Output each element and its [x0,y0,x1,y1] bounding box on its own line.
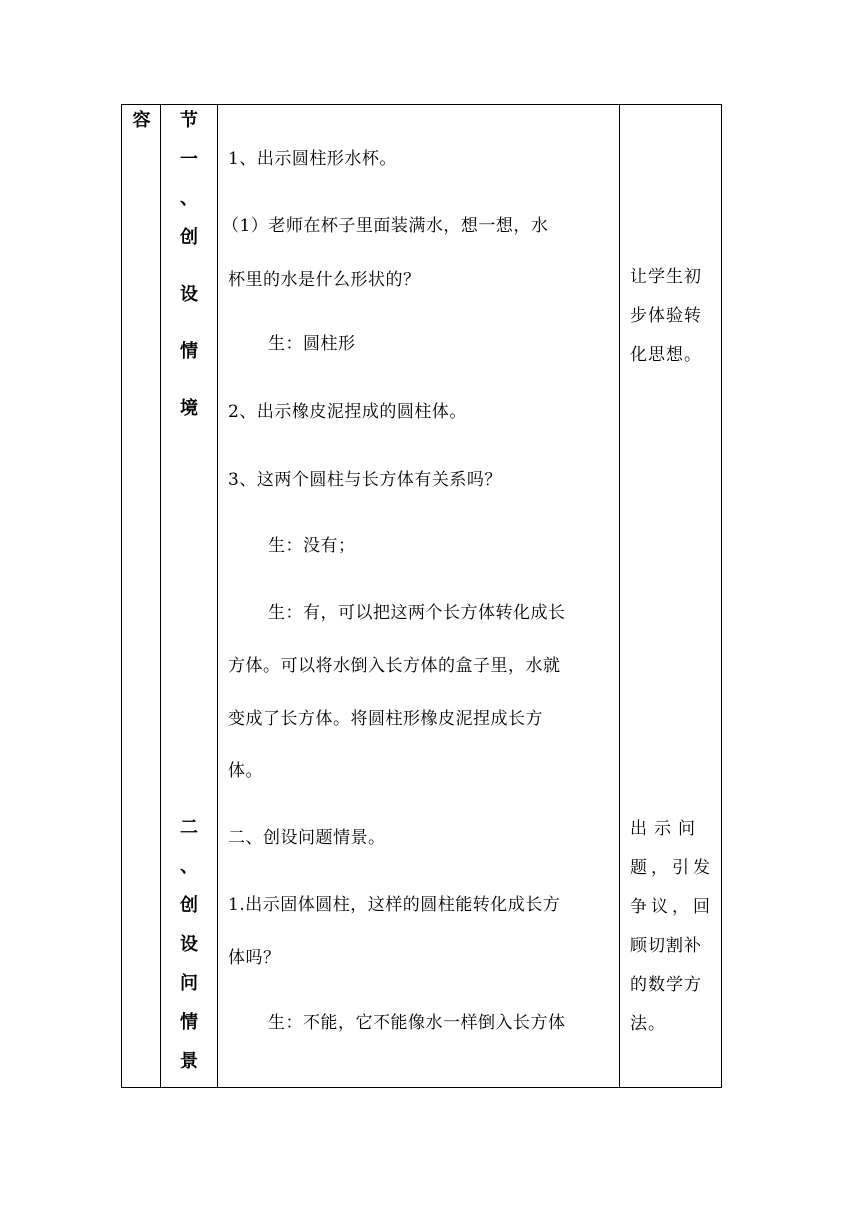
content-line: 2、出示橡皮泥捏成的圆柱体。 [228,402,467,422]
title-char: 一 [180,149,198,170]
content-line: 体吗？ [228,948,281,968]
note-line: 顾切割补 [630,936,702,956]
content-line: （1）老师在杯子里面装满水，想一想，水 [222,216,549,236]
section-1-title [161,110,217,437]
title-char: 创 [180,895,198,916]
content-line: 生：没有； [268,536,356,556]
lesson-table [121,104,722,1088]
content-line: 方体。可以将水倒入长方体的盒子里，水就 [228,656,561,676]
section-2-title [161,817,217,1090]
note-line: 化思想。 [630,345,702,365]
title-char: 景 [180,1051,198,1072]
title-char: 设 [180,284,198,305]
column-divider [217,105,218,1087]
title-char: 、 [180,856,198,877]
content-line: 生：不能，它不能像水一样倒入长方体 [268,1013,566,1033]
title-char: 创 [180,227,198,248]
note-line: 让学生初 [630,267,702,287]
title-char: 、 [180,188,198,209]
title-char: 二 [180,817,198,838]
content-line: 3、这两个圆柱与长方体有关系吗？ [228,470,502,490]
content-line: 生：圆柱形 [268,334,356,354]
column-divider [619,105,620,1087]
note-line: 出示问 [630,819,702,839]
title-char: 境 [180,398,198,419]
note-line: 争议，回 [630,897,714,917]
content-line: 体。 [228,761,263,781]
note-line: 题，引发 [630,858,714,878]
note-line: 法。 [630,1014,666,1034]
content-line: 二、创设问题情景。 [228,828,386,848]
content-line: 1、出示圆柱形水杯。 [228,149,397,169]
title-char: 情 [180,1012,198,1033]
title-char: 设 [180,934,198,955]
content-line: 变成了长方体。将圆柱形橡皮泥捏成长方 [228,709,543,729]
note-line: 步体验转 [630,306,702,326]
title-char: 情 [180,341,198,362]
content-line: 1.出示固体圆柱，这样的圆柱能转化成长方 [228,895,561,915]
content-line: 杯里的水是什么形状的？ [228,270,421,290]
content-line: 生：有，可以把这两个长方体转化成长 [268,603,566,623]
content-column-label: 容 [132,110,151,131]
note-line: 的数学方 [630,975,702,995]
title-char: 节 [180,110,198,131]
title-char: 问 [180,973,198,994]
